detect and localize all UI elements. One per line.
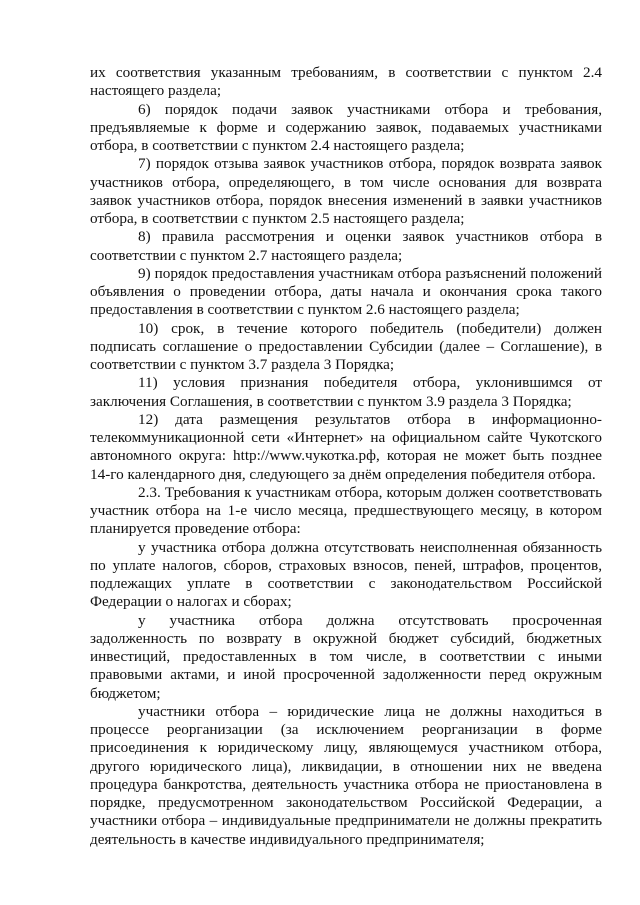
paragraph-continuation: их соответствия указанным требованиям, в соответствии с пунктом 2.4 настоящего раздела; [90,64,602,100]
paragraph-item-11: 11) условия признания победителя отбора, уклонившимся от заключения Соглашения, в соответствии с пунктом 3.9 раздела 3 Порядка; [90,374,602,410]
paragraph-item-10: 10) срок, в течение которого победитель (победители) должен подписать соглашение о предоставлении Субсидии (далее – Соглашение), в соответствии с пунктом 3.7 раздела 3 Порядка; [90,319,602,373]
paragraph-item-7: 7) порядок отзыва заявок участников отбора, порядок возврата заявок участников отбора, определяющего, в том числе основания для возврата заявок участников отбора, порядок внесения изменений в заявки участников отбора, в соответствии с пунктом 2.5 настоящего раздела; [90,155,602,227]
document-body [90,64,602,849]
requirement-reorganization: участники отбора – юридические лица не должны находиться в процессе реорганизации (за исключением реорганизации в форме присоединения к юридическому лицу, являющемуся участником отбора, другого юридического лица), ликвидации, в отношении них не введена процедура банкротства, деятельность участника отбора не приостановлена в порядке, предусмотренном законодательством Российской Федерации, а участники отбора – индивидуальные предприниматели не должны прекратить деятельность в качестве индивидуального предпринимателя; [90,702,602,848]
paragraph-item-12: 12) дата размещения результатов отбора в информационно-телекоммуникационной сети «Интернет» на официальном сайте Чукотского автономного округа: http://www.чукотка.рф, которая не может быть позднее 14-го календарного дня, следующего за днём определения победителя отбора. [90,410,602,483]
requirement-tax-debt: у участника отбора должна отсутствовать неисполненная обязанность по уплате налогов, сборов, страховых взносов, пеней, штрафов, процентов, подлежащих уплате в соответствии с законодательством Российской Федерации о налогах и сборах; [90,538,602,611]
paragraph-item-9: 9) порядок предоставления участникам отбора разъяснений положений объявления о проведении отбора, даты начала и окончания срока такого предоставления в соответствии с пунктом 2.6 настоящего раздела; [90,264,602,319]
paragraph-item-6: 6) порядок подачи заявок участниками отбора и требования, предъявляемые к форме и содержанию заявок, подаваемых участниками отбора, в соответствии с пунктом 2.4 настоящего раздела; [90,100,602,154]
section-2-3-heading-paragraph: 2.3. Требования к участникам отбора, которым должен соответствовать участник отбора на 1-е число месяца, предшествующего месяцу, в котором планируется проведение отбора: [90,483,602,538]
paragraph-item-8: 8) правила рассмотрения и оценки заявок участников отбора в соответствии с пунктом 2.7 настоящего раздела; [90,228,602,264]
requirement-budget-debt: у участника отбора должна отсутствовать просроченная задолженность по возврату в окружной бюджет субсидий, бюджетных инвестиций, предоставленных в том числе, в соответствии с иными правовыми актами, и иной просроченной задолженности перед окружным бюджетом; [90,611,602,702]
